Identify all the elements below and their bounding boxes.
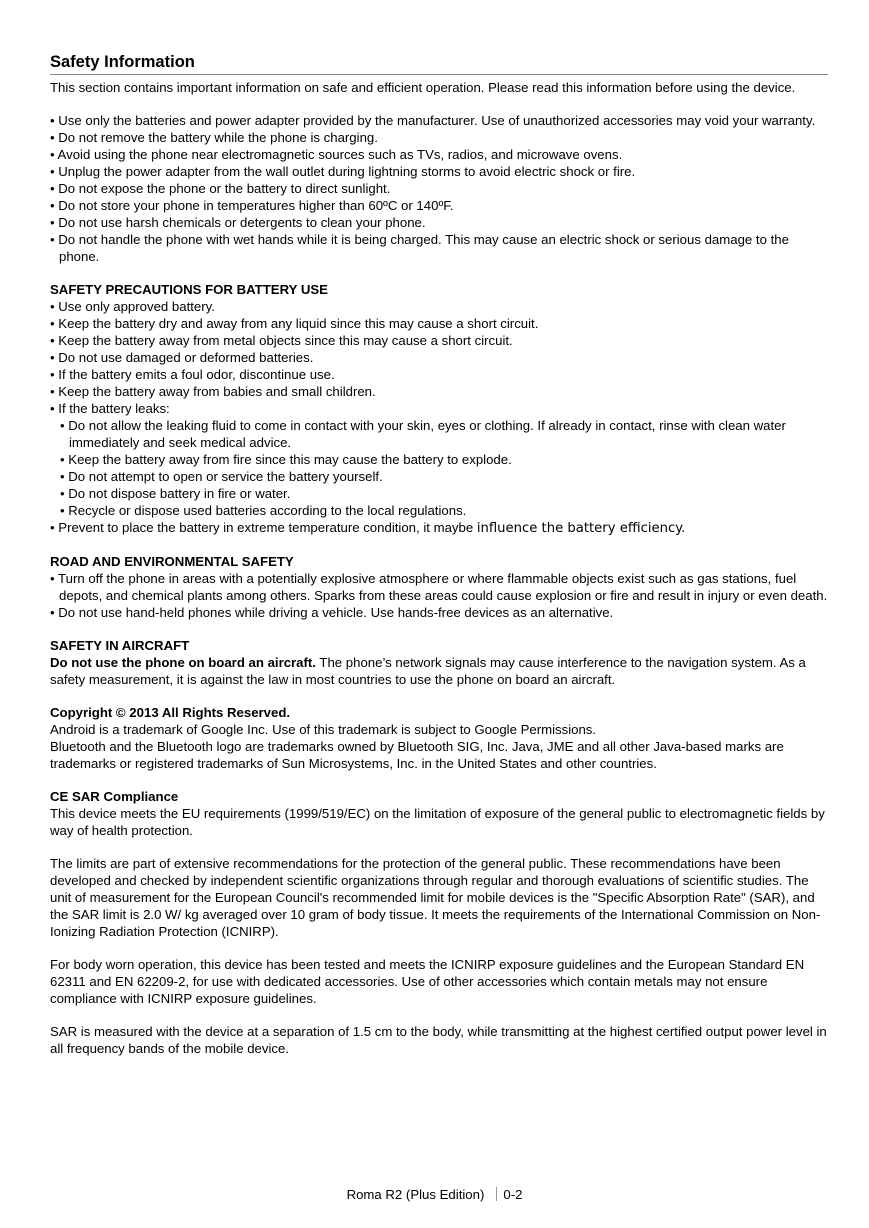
aircraft-bold-lead: Do not use the phone on board an aircraft.: [50, 655, 316, 670]
list-item: [50, 519, 828, 537]
list-item: • Keep the battery dry and away from any liquid since this may cause a short circuit.: [50, 316, 539, 331]
list-item: • Do not use harsh chemicals or detergents to clean your phone.: [50, 215, 426, 230]
copyright-line: Android is a trademark of Google Inc. Use of this trademark is subject to Google Permissions.: [50, 722, 597, 737]
road-heading: ROAD AND ENVIRONMENTAL SAFETY: [50, 554, 294, 569]
sub-list-item: • Do not dispose battery in fire or water.: [60, 486, 291, 501]
list-item: • If the battery emits a foul odor, discontinue use.: [50, 367, 335, 382]
list-item: • Use only the batteries and power adapter provided by the manufacturer. Use of unauthorized accessories may void your warranty.: [50, 113, 816, 128]
aircraft-heading: SAFETY IN AIRCRAFT: [50, 638, 190, 653]
list-item: • Do not remove the battery while the phone is charging.: [50, 130, 378, 145]
list-item: • Do not use hand-held phones while driving a vehicle. Use hands-free devices as an alternative.: [50, 605, 614, 620]
battery-heading: SAFETY PRECAUTIONS FOR BATTERY USE: [50, 282, 328, 297]
page-footer: [0, 1186, 869, 1203]
ce-sar-paragraph: For body worn operation, this device has been tested and meets the ICNIRP exposure guidelines and the European Standard EN 62311 and EN 62209-2, for use with dedicated accessories. Use of other accessories which contain metals may not ensure compliance with ICNIRP exposure guidelines.: [50, 957, 805, 1006]
page-title: Safety Information: [50, 52, 828, 75]
general-safety-list: [50, 112, 828, 265]
intro-paragraph: This section contains important information on safe and efficient operation. Please read this information before using the device.: [50, 80, 796, 95]
list-item: • Keep the battery away from babies and small children.: [50, 384, 376, 399]
list-item: • Unplug the power adapter from the wall outlet during lightning storms to avoid electric shock or fire.: [50, 164, 636, 179]
ce-sar-paragraph: The limits are part of extensive recommendations for the protection of the general public. These recommendations have been developed and checked by independent scientific organizations through regular and thorough evaluations of scientific studies. The unit of measurement for the European Council's recommended limit for mobile devices is the "Specific Absorption Rate" (SAR), and the SAR limit is 2.0 W/ kg averaged over 10 gram of body tissue. It meets the requirements of the International Commission on Non-Ionizing Radiation Protection (ICNIRP).: [50, 856, 821, 939]
ce-sar-heading: CE SAR Compliance: [50, 789, 179, 804]
list-item: • Do not expose the phone or the battery to direct sunlight.: [50, 181, 391, 196]
ce-sar-paragraph: This device meets the EU requirements (1999/519/EC) on the limitation of exposure of the general public to electromagnetic fields by way of health protection.: [50, 806, 825, 838]
list-item-text: • Prevent to place the battery in extreme temperature condition, it maybe: [50, 520, 477, 535]
list-item: • If the battery leaks:: [50, 401, 170, 416]
road-list: [50, 570, 828, 621]
list-item: • Turn off the phone in areas with a potentially explosive atmosphere or where flammable objects exist such as gas stations, fuel depots, and chemical plants among others. Sparks from these areas could cause explosion or fire and result in injury or even death.: [50, 571, 828, 603]
document-page: [50, 52, 828, 1057]
list-item: • Avoid using the phone near electromagnetic sources such as TVs, radios, and microwave ovens.: [50, 147, 623, 162]
list-item: • Do not handle the phone with wet hands while it is being charged. This may cause an electric shock or serious damage to the phone.: [50, 232, 789, 264]
sub-list-item: • Recycle or dispose used batteries according to the local regulations.: [60, 503, 467, 518]
copyright-line: Bluetooth and the Bluetooth logo are trademarks owned by Bluetooth SIG, Inc. Java, JME and all other Java-based marks are trademarks or registered trademarks of Sun Microsystems, Inc. in the United States and other countries.: [50, 739, 784, 771]
copyright-heading: Copyright © 2013 All Rights Reserved.: [50, 705, 291, 720]
sub-list-item: • Do not attempt to open or service the battery yourself.: [60, 469, 383, 484]
list-item-text-alt-font: influence the battery efficiency.: [476, 521, 686, 536]
ce-sar-paragraph: SAR is measured with the device at a separation of 1.5 cm to the body, while transmitting at the highest certified output power level in all frequency bands of the mobile device.: [50, 1024, 827, 1056]
footer-product-name: Roma R2 (Plus Edition): [346, 1187, 485, 1202]
footer-divider: [496, 1187, 497, 1201]
battery-list: [50, 298, 828, 537]
list-item: • Do not use damaged or deformed batteries.: [50, 350, 314, 365]
aircraft-text: The phone’s network signals may cause interference to the navigation system. As a safety measurement, it is against the law in most countries to use the phone on board an aircraft.: [50, 655, 806, 687]
sub-list-item: • Do not allow the leaking fluid to come in contact with your skin, eyes or clothing. If already in contact, rinse with clean water immediately and seek medical advice.: [60, 418, 786, 450]
footer-page-number: 0-2: [503, 1187, 523, 1202]
aircraft-paragraph: [50, 654, 828, 688]
list-item: • Keep the battery away from metal objects since this may cause a short circuit.: [50, 333, 513, 348]
sub-list-item: • Keep the battery away from fire since this may cause the battery to explode.: [60, 452, 512, 467]
list-item: • Use only approved battery.: [50, 299, 215, 314]
list-item: • Do not store your phone in temperatures higher than 60ºC or 140ºF.: [50, 198, 454, 213]
